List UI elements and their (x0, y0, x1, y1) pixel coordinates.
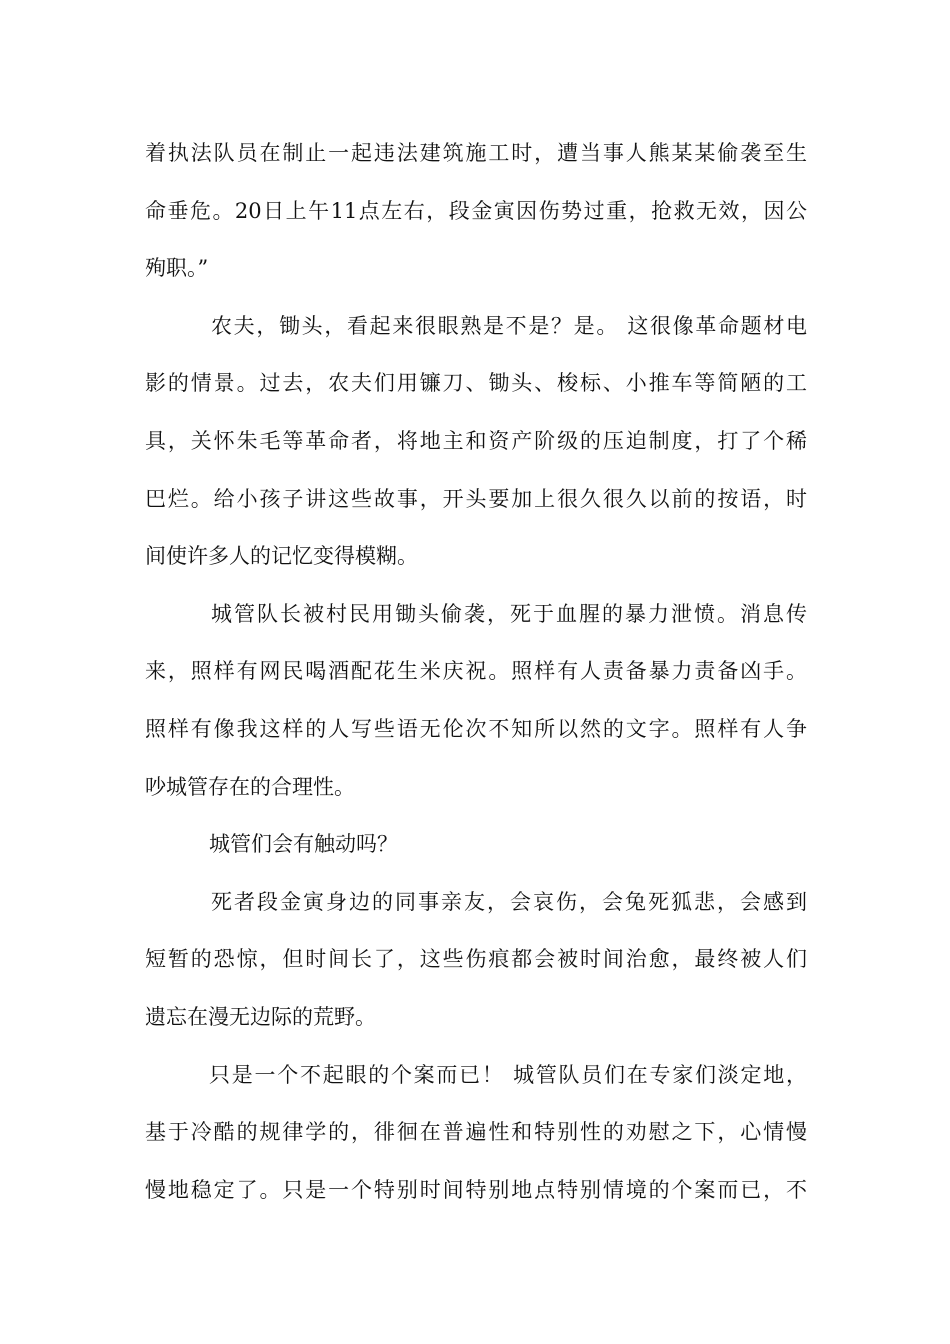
paragraph-first-line: 只是一个不起眼的个案而已！ 城管队员们在专家们淡定地， (209, 1062, 807, 1087)
text-line: 基于冷酷的规律学的，徘徊在普遍性和特别性的劝慰之下，心情慢 (145, 1120, 807, 1145)
paragraph-first-line: 城管队长被村民用锄头偷袭，死于血腥的暴力泄愤。消息传 (211, 601, 807, 626)
text-line: 巴烂。给小孩子讲这些故事，开头要加上很久很久以前的按语，时 (145, 486, 807, 511)
text-line: 照样有像我这样的人写些语无伦次不知所以然的文字。照样有人争 (145, 716, 807, 741)
paragraph-first-line: 农夫，锄头，看起来很眼熟是不是？是。 这很像革命题材电 (211, 313, 807, 338)
text-line: 遗忘在漫无边际的荒野。 (145, 1004, 376, 1029)
text-line: 来，照样有网民喝酒配花生米庆祝。照样有人责备暴力责备凶手。 (145, 659, 807, 684)
text-line: 具，关怀朱毛等革命者，将地主和资产阶级的压迫制度，打了个稀 (145, 428, 807, 453)
text-line: 影的情景。过去，农夫们用镰刀、锄头、梭标、小推车等简陋的工 (145, 371, 807, 396)
text-line: 短暂的恐惊，但时间长了，这些伤痕都会被时间治愈，最终被人们 (145, 947, 807, 972)
text-line: 吵城管存在的合理性。 (145, 774, 355, 799)
paragraph-first-line: 死者段金寅身边的同事亲友，会哀伤，会兔死狐悲，会感到 (211, 889, 807, 914)
text-line: 命垂危。20日上午11点左右，段金寅因伤势过重，抢救无效，因公 (145, 198, 807, 223)
text-line: 间使许多人的记忆变得模糊。 (145, 544, 418, 569)
body-text (145, 125, 807, 1219)
text-line: 着执法队员在制止一起违法建筑施工时，遭当事人熊某某偷袭至生 (145, 141, 807, 165)
text-line: 慢地稳定了。只是一个特别时间特别地点特别情境的个案而已，不 (145, 1177, 807, 1202)
paragraph-first-line: 城管们会有触动吗？ (209, 832, 398, 857)
text-line: 殉职。” (145, 256, 209, 281)
